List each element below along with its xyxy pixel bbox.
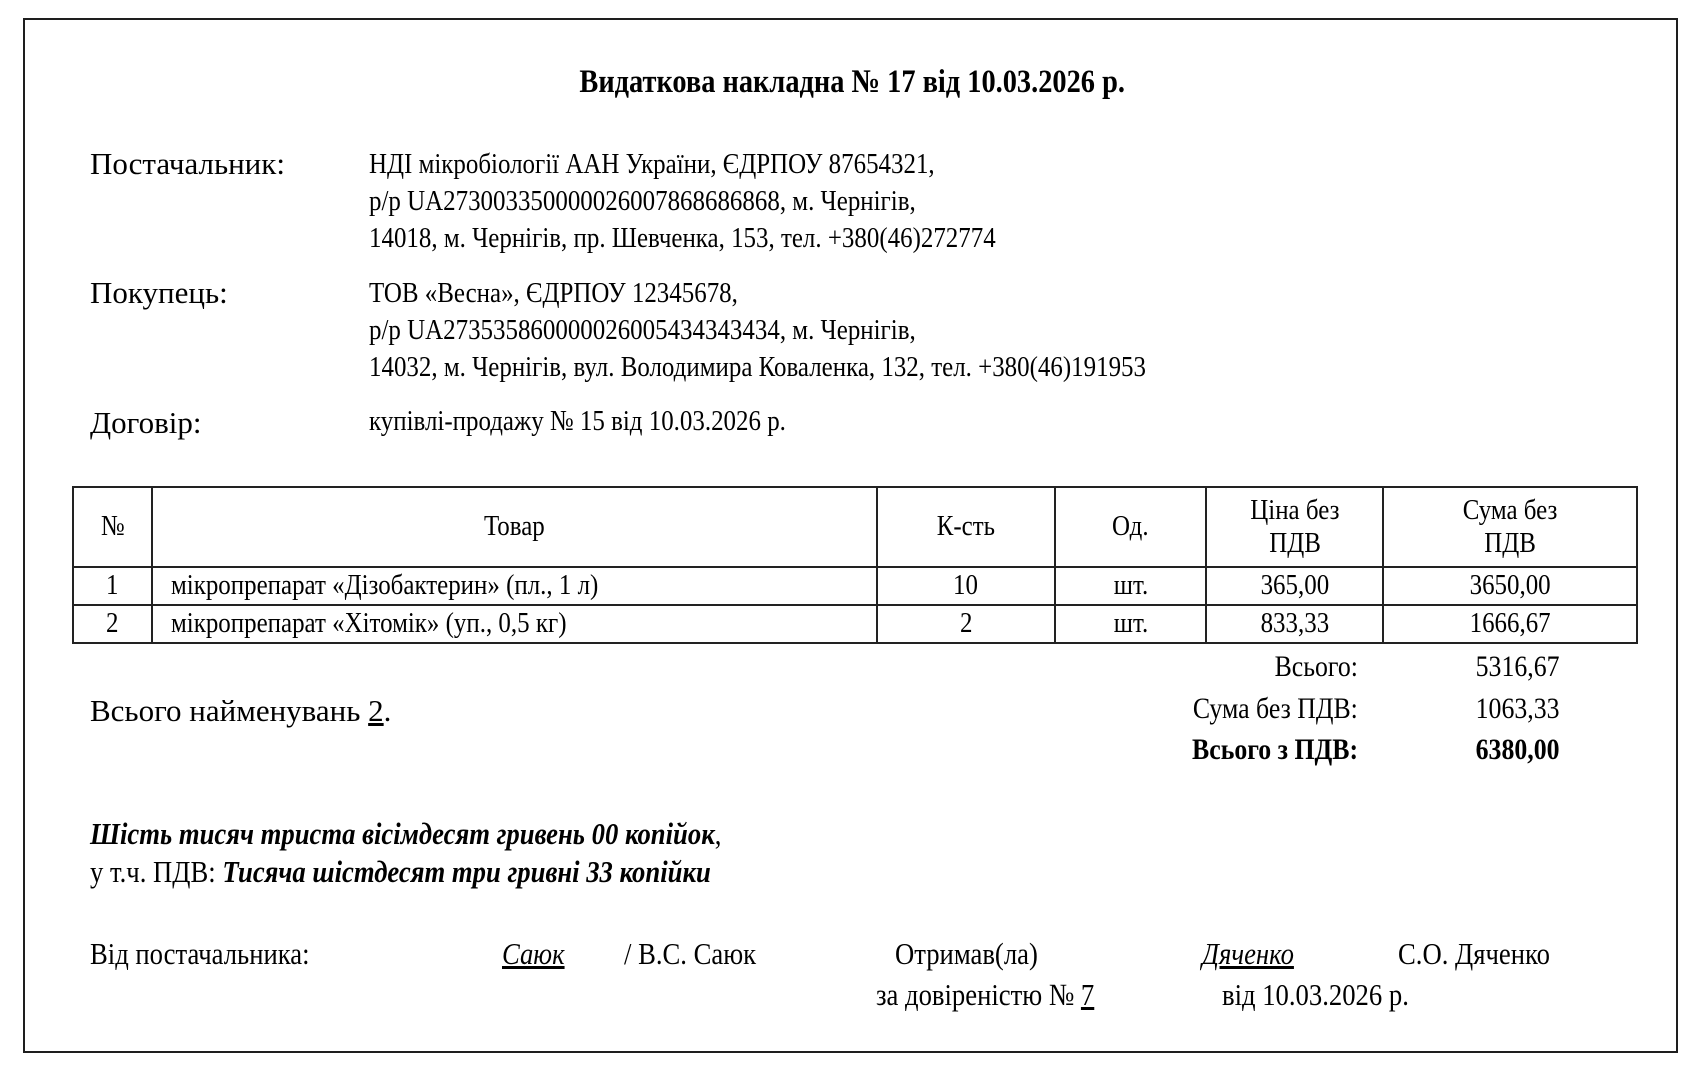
amount-in-words: Шість тисяч триста вісімдесят гривень 00 копійок,	[90, 816, 722, 851]
buyer-line-1: ТОВ «Весна», ЄДРПОУ 12345678,	[369, 277, 738, 309]
cell-sum: 3650,00	[1383, 567, 1637, 605]
cell-price: 365,00	[1206, 567, 1383, 605]
header-unit: Од.	[1055, 487, 1207, 567]
cell-no: 1	[73, 567, 152, 605]
proxy-info: за довіреністю № 7	[876, 977, 1095, 1012]
vat-in-words: у т.ч. ПДВ: Тисяча шістдесят три гривні 33 копійки	[90, 854, 711, 889]
header-price: Ціна без ПДВ	[1206, 487, 1383, 567]
cell-qty: 10	[877, 567, 1055, 605]
grand-total-value: 6380,00	[1475, 733, 1559, 766]
cell-sum: 1666,67	[1383, 605, 1637, 643]
header-qty: К-сть	[877, 487, 1055, 567]
items-table	[72, 486, 1638, 644]
items-count-number: 2	[368, 693, 384, 728]
supplier-signer-name: / В.С. Саюк	[624, 936, 757, 971]
header-no: №	[73, 487, 152, 567]
receiver-signature: Дяченко	[1202, 936, 1294, 971]
table-header-row	[73, 487, 1637, 567]
cell-unit: шт.	[1055, 567, 1207, 605]
buyer-line-3: 14032, м. Чернігів, вул. Володимира Коваленка, 132, тел. +380(46)191953	[369, 351, 1146, 383]
proxy-number: 7	[1080, 977, 1095, 1012]
grand-total-label: Всього з ПДВ:	[1191, 733, 1358, 766]
contract-value: купівлі-продажу № 15 від 10.03.2026 р.	[369, 405, 786, 437]
receiver-label: Отримав(ла)	[895, 936, 1038, 971]
vat-value: 1063,33	[1475, 692, 1559, 725]
cell-product: мікропрепарат «Дізобактерин» (пл., 1 л)	[152, 567, 877, 605]
buyer-line-2: р/р UA273535860000026005434343434, м. Чернігів,	[369, 314, 916, 346]
contract-label: Договір:	[90, 405, 202, 440]
supplier-line-2: р/р UA273003350000026007868686868, м. Чернігів,	[369, 185, 916, 217]
table-row	[73, 567, 1637, 605]
total-label: Всього:	[1274, 650, 1358, 683]
proxy-date: від 10.03.2026 р.	[1222, 977, 1409, 1012]
buyer-label: Покупець:	[90, 275, 228, 310]
vat-label: Сума без ПДВ:	[1193, 692, 1358, 725]
supplier-sign-label: Від постачальника:	[90, 936, 310, 971]
cell-no: 2	[73, 605, 152, 643]
cell-product: мікропрепарат «Хітомік» (уп., 0,5 кг)	[152, 605, 877, 643]
items-count: Всього найменувань 2.	[90, 693, 392, 728]
table-row	[73, 605, 1637, 643]
cell-unit: шт.	[1055, 605, 1207, 643]
header-product: Товар	[152, 487, 877, 567]
document-title: Видаткова накладна № 17 від 10.03.2026 р.	[579, 64, 1125, 100]
total-value: 5316,67	[1475, 650, 1559, 683]
cell-price: 833,33	[1206, 605, 1383, 643]
supplier-line-1: НДІ мікробіології ААН України, ЄДРПОУ 87654321,	[369, 148, 935, 180]
supplier-line-3: 14018, м. Чернігів, пр. Шевченка, 153, тел. +380(46)272774	[369, 222, 996, 254]
cell-qty: 2	[877, 605, 1055, 643]
supplier-signature: Саюк	[502, 936, 565, 971]
header-sum: Сума без ПДВ	[1383, 487, 1637, 567]
receiver-name: С.О. Дяченко	[1398, 936, 1550, 971]
supplier-label: Постачальник:	[90, 146, 285, 181]
